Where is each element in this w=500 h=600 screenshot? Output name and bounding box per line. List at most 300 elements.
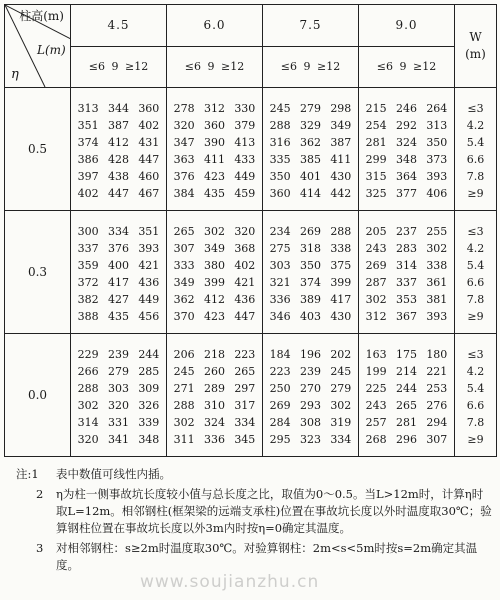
temperature-value: 275	[269, 242, 291, 255]
temperature-value: 360	[203, 119, 225, 132]
temperature-block	[71, 88, 167, 211]
eta-value: 0.3	[5, 211, 71, 334]
height-header-6-0: 6.0	[167, 5, 263, 47]
temperature-row	[71, 363, 166, 380]
temperature-value: 180	[426, 348, 448, 361]
temperature-row	[71, 185, 166, 202]
temperature-row	[263, 240, 358, 257]
temperature-value: 288	[77, 382, 99, 395]
temperature-value: 384	[173, 187, 195, 200]
temperature-value: 319	[330, 416, 352, 429]
temperature-value: 402	[234, 259, 256, 272]
temperature-value: 308	[299, 416, 321, 429]
span-range-cell: ≤6 9 ≥12	[263, 46, 359, 88]
temperature-value: 374	[77, 136, 99, 149]
temperature-value: 312	[203, 102, 225, 115]
temperature-value: 218	[203, 348, 225, 361]
temperature-value: 278	[173, 102, 195, 115]
temperature-row	[167, 223, 262, 240]
temperature-value: 302	[330, 399, 352, 412]
temperature-value: 402	[138, 119, 160, 132]
temperature-value: 214	[395, 365, 417, 378]
eta-label: η	[11, 67, 19, 82]
temperature-value: 299	[365, 153, 387, 166]
temperature-row	[359, 363, 454, 380]
span-range-cell: ≤6 9 ≥12	[71, 46, 167, 88]
temperature-value: 175	[395, 348, 417, 361]
temperature-row	[263, 274, 358, 291]
temperature-value: 428	[107, 153, 129, 166]
temperature-value: 467	[138, 187, 160, 200]
temperature-block	[263, 211, 359, 334]
temperature-value: 413	[234, 136, 256, 149]
temperature-value: 316	[269, 136, 291, 149]
temperature-value: 406	[426, 187, 448, 200]
temperature-value: 368	[234, 242, 256, 255]
temperature-row	[71, 134, 166, 151]
temperature-value: 349	[330, 119, 352, 132]
temperature-value: 360	[138, 102, 160, 115]
temperature-row	[167, 100, 262, 117]
w-unit: (m)	[465, 47, 486, 61]
temperature-value: 350	[426, 136, 448, 149]
temperature-value: 254	[365, 119, 387, 132]
temperature-value: 382	[77, 293, 99, 306]
temperature-value: 393	[426, 170, 448, 183]
temperature-value: 430	[330, 170, 352, 183]
temperature-row	[359, 168, 454, 185]
temperature-value: 329	[299, 119, 321, 132]
temperature-value: 459	[234, 187, 256, 200]
temperature-row	[359, 397, 454, 414]
temperature-value: 221	[426, 365, 448, 378]
header-row-spans	[5, 46, 497, 88]
temperature-value: 271	[173, 382, 195, 395]
temperature-value: 205	[365, 225, 387, 238]
temperature-value: 325	[365, 187, 387, 200]
temperature-value: 435	[107, 310, 129, 323]
temperature-value: 284	[269, 416, 291, 429]
w-value: ≥9	[467, 433, 484, 446]
temperature-row	[167, 397, 262, 414]
temperature-value: 417	[107, 276, 129, 289]
temperature-value: 246	[395, 102, 417, 115]
temperature-row	[71, 397, 166, 414]
temperature-value: 360	[269, 187, 291, 200]
temperature-row	[167, 240, 262, 257]
temperature-value: 353	[395, 293, 417, 306]
temperature-value: 239	[107, 348, 129, 361]
temperature-value: 379	[234, 119, 256, 132]
temperature-row	[167, 134, 262, 151]
temperature-row	[359, 346, 454, 363]
temperature-value: 320	[77, 433, 99, 446]
temperature-value: 433	[234, 153, 256, 166]
temperature-value: 324	[395, 136, 417, 149]
temperature-value: 345	[234, 433, 256, 446]
temperature-value: 311	[173, 433, 195, 446]
temperature-value: 431	[138, 136, 160, 149]
temperature-value: 436	[234, 293, 256, 306]
temperature-value: 376	[107, 242, 129, 255]
temperature-value: 245	[269, 102, 291, 115]
watermark: www.soujianzhu.cn	[140, 572, 320, 592]
temperature-value: 411	[330, 153, 352, 166]
temperature-row	[167, 151, 262, 168]
temperature-row	[359, 185, 454, 202]
temperature-row	[167, 346, 262, 363]
w-values	[455, 334, 497, 457]
temperature-value: 412	[107, 136, 129, 149]
temperature-row	[71, 223, 166, 240]
temperature-value: 421	[138, 259, 160, 272]
temperature-value: 245	[330, 365, 352, 378]
temperature-value: 264	[426, 102, 448, 115]
temperature-row	[71, 117, 166, 134]
w-value: 6.6	[466, 276, 485, 289]
temperature-value: 389	[299, 293, 321, 306]
temperature-row	[263, 257, 358, 274]
temperature-value: 393	[426, 310, 448, 323]
w-value: 6.6	[466, 153, 485, 166]
temperature-value: 243	[365, 242, 387, 255]
temperature-row	[359, 257, 454, 274]
height-header-4-5: 4.5	[71, 5, 167, 47]
temperature-value: 376	[173, 170, 195, 183]
temperature-value: 265	[173, 225, 195, 238]
temperature-row	[71, 151, 166, 168]
temperature-value: 265	[234, 365, 256, 378]
temperature-row	[167, 168, 262, 185]
temperature-row	[167, 363, 262, 380]
temperature-row	[359, 117, 454, 134]
temperature-value: 393	[138, 242, 160, 255]
column-height-label: 柱高(m)	[19, 9, 64, 23]
temperature-value: 397	[77, 170, 99, 183]
temperature-row	[263, 346, 358, 363]
temperature-value: 276	[426, 399, 448, 412]
temperature-block	[167, 211, 263, 334]
temperature-value: 269	[299, 225, 321, 238]
temperature-value: 385	[299, 153, 321, 166]
temperature-value: 456	[138, 310, 160, 323]
temperature-row	[167, 291, 262, 308]
temperature-value: 297	[234, 382, 256, 395]
temperature-value: 229	[77, 348, 99, 361]
temperature-value: 287	[365, 276, 387, 289]
w-values	[455, 211, 497, 334]
temperature-value: 300	[77, 225, 99, 238]
temperature-row	[263, 414, 358, 431]
temperature-row	[359, 431, 454, 448]
temperature-value: 326	[138, 399, 160, 412]
temperature-value: 400	[107, 259, 129, 272]
temperature-row	[359, 223, 454, 240]
temperature-value: 436	[138, 276, 160, 289]
temperature-row	[263, 431, 358, 448]
temperature-row	[71, 308, 166, 325]
temperature-value: 298	[330, 102, 352, 115]
w-value: 5.4	[466, 136, 485, 149]
temperature-value: 334	[107, 225, 129, 238]
temperature-row	[263, 168, 358, 185]
w-values	[455, 88, 497, 211]
note-number: 2	[36, 487, 44, 501]
temperature-table	[4, 4, 497, 457]
w-value: ≤3	[467, 348, 484, 361]
diagonal-header-cell	[5, 5, 71, 88]
w-value: 5.4	[466, 259, 485, 272]
eta-value: 0.0	[5, 334, 71, 457]
temperature-row	[263, 363, 358, 380]
temperature-value: 324	[203, 416, 225, 429]
temperature-value: 338	[426, 259, 448, 272]
temperature-value: 427	[107, 293, 129, 306]
temperature-value: 370	[173, 310, 195, 323]
temperature-value: 285	[138, 365, 160, 378]
temperature-row	[71, 431, 166, 448]
temperature-row	[71, 168, 166, 185]
temperature-value: 375	[330, 259, 352, 272]
temperature-row	[359, 380, 454, 397]
temperature-value: 442	[330, 187, 352, 200]
temperature-row	[263, 151, 358, 168]
temperature-value: 243	[365, 399, 387, 412]
temperature-value: 199	[365, 365, 387, 378]
temperature-row	[359, 291, 454, 308]
temperature-value: 380	[203, 259, 225, 272]
temperature-row	[359, 414, 454, 431]
w-value: ≥9	[467, 187, 484, 200]
temperature-value: 307	[173, 242, 195, 255]
w-value: ≥9	[467, 310, 484, 323]
temperature-value: 447	[234, 310, 256, 323]
temperature-value: 350	[269, 170, 291, 183]
w-value: ≤3	[467, 225, 484, 238]
temperature-value: 296	[395, 433, 417, 446]
temperature-value: 320	[234, 225, 256, 238]
temperature-value: 223	[234, 348, 256, 361]
w-value: 7.8	[466, 416, 485, 429]
temperature-value: 367	[395, 310, 417, 323]
temperature-value: 381	[426, 293, 448, 306]
temperature-row	[71, 274, 166, 291]
temperature-value: 362	[173, 293, 195, 306]
note-3	[16, 540, 492, 574]
note-text: 表中数值可线性内插。	[56, 467, 171, 481]
temperature-row	[167, 117, 262, 134]
temperature-value: 361	[426, 276, 448, 289]
temperature-value: 363	[173, 153, 195, 166]
temperature-value: 239	[299, 365, 321, 378]
w-value: ≤3	[467, 102, 484, 115]
temperature-value: 386	[77, 153, 99, 166]
temperature-value: 374	[299, 276, 321, 289]
temperature-value: 313	[77, 102, 99, 115]
temperature-value: 412	[203, 293, 225, 306]
temperature-value: 244	[395, 382, 417, 395]
temperature-value: 447	[107, 187, 129, 200]
temperature-value: 269	[365, 259, 387, 272]
span-label: L(m)	[37, 43, 66, 57]
temperature-value: 335	[269, 153, 291, 166]
temperature-value: 260	[203, 365, 225, 378]
temperature-value: 460	[138, 170, 160, 183]
temperature-value: 184	[269, 348, 291, 361]
temperature-value: 430	[330, 310, 352, 323]
notes-section	[16, 466, 492, 577]
temperature-value: 281	[365, 136, 387, 149]
temperature-value: 283	[395, 242, 417, 255]
temperature-value: 330	[234, 102, 256, 115]
temperature-value: 303	[107, 382, 129, 395]
temperature-row	[71, 346, 166, 363]
temperature-row	[263, 308, 358, 325]
temperature-value: 313	[426, 119, 448, 132]
temperature-value: 402	[77, 187, 99, 200]
temperature-value: 399	[203, 276, 225, 289]
temperature-value: 333	[173, 259, 195, 272]
temperature-value: 250	[269, 382, 291, 395]
temperature-value: 302	[203, 225, 225, 238]
temperature-row	[71, 380, 166, 397]
temperature-value: 293	[299, 399, 321, 412]
temperature-value: 320	[173, 119, 195, 132]
temperature-block	[167, 88, 263, 211]
temperature-value: 269	[269, 399, 291, 412]
temperature-value: 349	[203, 242, 225, 255]
temperature-row	[167, 308, 262, 325]
temperature-block	[71, 334, 167, 457]
temperature-value: 288	[173, 399, 195, 412]
temperature-value: 309	[138, 382, 160, 395]
temperature-value: 292	[395, 119, 417, 132]
w-value: 4.2	[466, 119, 485, 132]
w-value: 5.4	[466, 382, 485, 395]
temperature-value: 403	[299, 310, 321, 323]
temperature-row	[71, 100, 166, 117]
span-range-cell: ≤6 9 ≥12	[167, 46, 263, 88]
temperature-value: 245	[173, 365, 195, 378]
temperature-row	[359, 308, 454, 325]
temperature-value: 255	[426, 225, 448, 238]
temperature-value: 359	[77, 259, 99, 272]
w-label: W	[469, 30, 482, 44]
temperature-value: 337	[77, 242, 99, 255]
temperature-value: 302	[365, 293, 387, 306]
w-value: 7.8	[466, 170, 485, 183]
note-text: η为柱一侧事故坑长度较小值与总长度之比，取值为0～0.5。当L>12m时，计算η时取L=12m。相邻钢柱(框架梁的远端支承柱)位置在事故坑长度以外时温度取30℃；验算钢柱位置在事故坑长度以外3m内时按η=0确定其温度。	[56, 487, 492, 535]
w-value: 7.8	[466, 293, 485, 306]
note-2	[16, 486, 492, 537]
temperature-value: 320	[107, 399, 129, 412]
temperature-value: 318	[299, 242, 321, 255]
temperature-value: 215	[365, 102, 387, 115]
temperature-value: 351	[138, 225, 160, 238]
note-text: 对相邻钢柱：s≥2m时温度取30℃。对验算钢柱：2m<s<5m时按s=2m确定其温度。	[56, 541, 478, 572]
height-header-9-0: 9.0	[359, 5, 455, 47]
temperature-row	[263, 397, 358, 414]
temperature-row	[167, 274, 262, 291]
temperature-value: 372	[77, 276, 99, 289]
temperature-value: 314	[77, 416, 99, 429]
w-header-cell	[455, 5, 497, 88]
temperature-value: 302	[426, 242, 448, 255]
temperature-value: 225	[365, 382, 387, 395]
temperature-value: 388	[77, 310, 99, 323]
temperature-value: 417	[330, 293, 352, 306]
temperature-value: 336	[269, 293, 291, 306]
temperature-row	[167, 185, 262, 202]
temperature-value: 447	[138, 153, 160, 166]
temperature-row	[167, 431, 262, 448]
temperature-value: 449	[234, 170, 256, 183]
temperature-value: 321	[269, 276, 291, 289]
temperature-value: 421	[234, 276, 256, 289]
temperature-row	[263, 380, 358, 397]
temperature-value: 312	[365, 310, 387, 323]
temperature-row	[167, 414, 262, 431]
temperature-value: 411	[203, 153, 225, 166]
eta-group-row	[5, 334, 497, 457]
span-range-cell: ≤6 9 ≥12	[359, 46, 455, 88]
eta-group-row	[5, 88, 497, 211]
temperature-value: 266	[77, 365, 99, 378]
temperature-row	[263, 291, 358, 308]
temperature-value: 341	[107, 433, 129, 446]
temperature-value: 323	[299, 433, 321, 446]
temperature-row	[71, 414, 166, 431]
temperature-row	[263, 134, 358, 151]
temperature-value: 401	[299, 170, 321, 183]
temperature-value: 334	[234, 416, 256, 429]
temperature-row	[359, 240, 454, 257]
temperature-value: 196	[299, 348, 321, 361]
temperature-value: 387	[330, 136, 352, 149]
temperature-row	[263, 185, 358, 202]
temperature-row	[167, 380, 262, 397]
temperature-value: 295	[269, 433, 291, 446]
temperature-row	[71, 257, 166, 274]
temperature-value: 257	[365, 416, 387, 429]
temperature-value: 336	[203, 433, 225, 446]
temperature-value: 288	[330, 225, 352, 238]
temperature-block	[263, 334, 359, 457]
temperature-value: 303	[269, 259, 291, 272]
w-value: 4.2	[466, 242, 485, 255]
temperature-value: 373	[426, 153, 448, 166]
w-value: 6.6	[466, 399, 485, 412]
temperature-value: 350	[299, 259, 321, 272]
temperature-block	[359, 334, 455, 457]
temperature-value: 206	[173, 348, 195, 361]
temperature-value: 348	[138, 433, 160, 446]
temperature-value: 331	[107, 416, 129, 429]
temperature-value: 279	[107, 365, 129, 378]
temperature-value: 237	[395, 225, 417, 238]
temperature-value: 362	[299, 136, 321, 149]
temperature-value: 423	[203, 310, 225, 323]
temperature-value: 317	[234, 399, 256, 412]
temperature-value: 387	[107, 119, 129, 132]
header-row-heights	[5, 5, 497, 47]
temperature-value: 302	[77, 399, 99, 412]
temperature-value: 302	[173, 416, 195, 429]
eta-group-row	[5, 211, 497, 334]
temperature-value: 310	[203, 399, 225, 412]
temperature-row	[71, 240, 166, 257]
eta-value: 0.5	[5, 88, 71, 211]
